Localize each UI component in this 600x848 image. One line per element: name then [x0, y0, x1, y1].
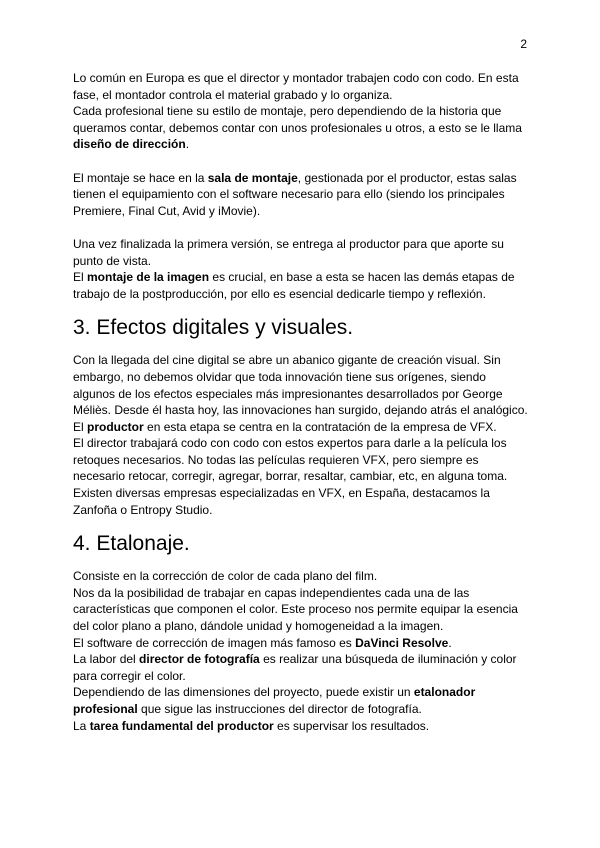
paragraph-productor-vfx [73, 419, 528, 436]
paragraph-estilo-montaje [73, 103, 528, 153]
paragraph-primera-version: Una vez finalizada la primera versión, se entrega al productor para que aporte su punto de vista. [73, 236, 504, 268]
document-body [73, 70, 528, 734]
paragraph-europa: Lo común en Europa es que el director y montador trabajen codo con codo. En esta fase, el montador controla el material grabado y lo organiza. [73, 71, 519, 102]
text: La labor del [73, 652, 140, 667]
paragraph-correccion-color: Consiste en la corrección de color de cada plano del film. [73, 569, 378, 584]
bold-term: productor [87, 419, 144, 434]
paragraph-software [73, 635, 528, 652]
bold-term: tarea fundamental del productor [89, 718, 274, 733]
text: que sigue las instrucciones del director de fotografía. [137, 702, 422, 716]
paragraph-empresas-vfx: Existen diversas empresas especializadas en VFX, en España, destacamos la Zanfoña o Entropy Studio. [73, 486, 490, 517]
paragraph-etalonador [73, 684, 528, 717]
paragraph-director-fotografia [73, 651, 528, 684]
paragraph-tarea-productor [73, 718, 528, 735]
paragraph-capas: Nos da la posibilidad de trabajar en capas independientes cada una de las características que componen el color. Este proceso nos permite equipar la esencia del color plano a plano, dándole unidad y homogeneidad a la imagen. [73, 585, 518, 634]
bold-term: director de fotografía [139, 652, 260, 667]
bold-term: montaje de la imagen [87, 270, 210, 285]
paragraph-cine-digital: Con la llegada del cine digital se abre un abanico gigante de creación visual. Sin embargo, no debemos olvidar que toda innovación tiene sus orígenes, siendo algunos de los efectos especiales más impresionantes desarrollados por George Méliès. Desde él hasta hoy, las innovaciones han surgido, dejando atrás el analógico. [73, 353, 528, 418]
bold-term: etalonador profesional [73, 685, 476, 716]
text: en esta etapa se centra en la contratación de la empresa de VFX. [143, 419, 497, 434]
text: es realizar una búsqueda de iluminación y color para corregir el color. [73, 652, 517, 683]
text: El [73, 419, 88, 434]
text: El [73, 270, 88, 285]
section-heading-efectos: 3. Efectos digitales y visuales. [73, 316, 354, 340]
text: El montaje se hace en la [73, 170, 208, 185]
text: Dependiendo de las dimensiones del proyecto, puede existir un [73, 685, 414, 700]
bold-term: sala de montaje [207, 170, 298, 185]
text: , gestionada por el productor, estas salas tienen el equipamiento con el software necesario para ello (siendo los principales Premiere, Final Cut, Avid y iMovie). [73, 170, 517, 218]
paragraph-director-expertos: El director trabajará codo con codo con estos expertos para darle a la película los retoques necesarios. No todas las películas requieren VFX, pero siempre es necesario retocar, corregir, agregar, borrar, resaltar, cambiar, etc, en alguna toma. [73, 436, 508, 484]
paragraph-gap [73, 153, 528, 170]
text: El software de corrección de imagen más famoso es [73, 635, 356, 650]
paragraph-gap [73, 219, 528, 236]
bold-term: DaVinci Resolve [355, 635, 449, 650]
text: es crucial, en base a esta se hacen las demás etapas de trabajo de la postproducción, por ello es esencial dedicarle tiempo y reflexión. [73, 270, 515, 301]
bold-term: diseño de dirección [73, 137, 186, 152]
paragraph-montaje-imagen [73, 269, 528, 302]
text: La [73, 718, 90, 733]
section-heading-etalonaje: 4. Etalonaje. [73, 532, 190, 556]
text: Cada profesional tiene su estilo de montaje, pero dependiendo de la historia que queramos contar, debemos contar con unos profesionales u otros, a esto se le llama [73, 104, 522, 135]
text: es supervisar los resultados. [273, 718, 430, 733]
paragraph-sala-montaje [73, 170, 528, 220]
page-number: 2 [520, 37, 527, 51]
text: . [185, 137, 190, 152]
text: . [448, 635, 452, 650]
